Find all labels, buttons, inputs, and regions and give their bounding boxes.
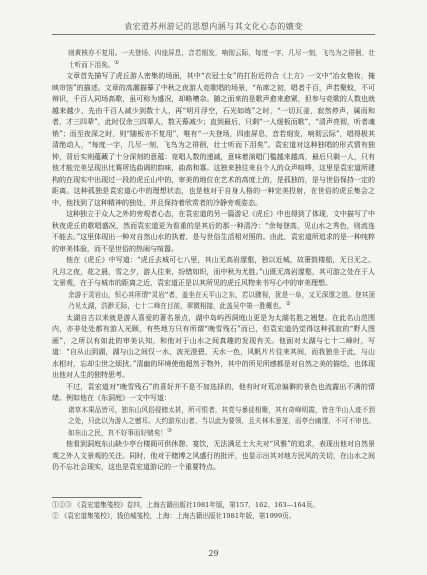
footnotes: [52, 500, 375, 522]
paragraph-1: 文章首先描写了虎丘游人密集的场面，其中“衣冠士女”的打扮近符合《上方》一文中“冶女艳妆，掩映帘箔”的描述。文章的高潮描摹了中秋之夜游人竞歌唱的场景，“布席之初，唱者千百，声若聚蚊，不可辩识，千百人同场高歌，虽可称为盛况，却略嘈杂。随之而来的是歌声愈来愈紧，但参与竞歌的人数也就越来越少，先由千百人减少到数十人，再“明月浮空，石光如练”之时，“一切瓦釜，寂然停声，属而和者，才三四辈”，此时仅余三四辈人，数天幕减少；直到最后，只剩“一人缓板而歌”，“清声亮彻，听者魂销”；而至夜深之时，则“随板亦不复用”，唯有“一夫登场，四座屏息，音若细发，响彻云际”，唱得极其清绝动人，“每度一字，几尽一刻，飞鸟为之徘徊，壮士听而下泪矣”。袁宏道对这种独唱的形式情有独钟，背后实则蕴藏了十分深刻的意蕴：竞唱人数的递减，意味着演唱门槛越来越高，最后只剩一人，只有他才能完美呈现出比赛所选曲调的韵味，曲高和寡。这独来独往来自个人的众声喧哗，这里是袁宏道所建构的在现实中出现过一段的虎丘山中的，审美的地位在艺术的高度上的，是孤独的，是与世俗保持一定的距离。这种孤独是袁宏道心中的理想状态，也是他对于自身人格的一种完美投射，在世俗的虎丘集会之中，他找到了这种精神的独处，并且保持着欣赏者的冷静旁观姿态。: [52, 72, 375, 207]
block-quote-1-text: 则黄核亦不复用。一夫登场，四座屏息，音若细发，响彻云际，每度一字，几尽一刻，飞鸟为之徘徊，壮士听而下泪矣。: [68, 49, 375, 69]
block-quote-1: [68, 48, 375, 71]
footnote-rule: [52, 497, 142, 498]
block-quote-3-text: 诸草木果品皆可，独东山风俗侵赌太甚，所可恨者，其党与暴徒相聚，其有奇峰明霞，皆在半山人迹不到之处，只此以为游人之憾耳。大约游东山者，当以此为要领，且夫林木葱茏，而亭台幽邃，不可不审也。如东山之民，真不好事而好赌矣！: [68, 405, 375, 437]
paragraph-3: 他在《虎丘》中写道：“虎丘去城可七八里，其山无高岩邃壑，独以近城，故箫鼓楼船，无日无之。凡月之夜，花之晨，雪之夕，游人往来，纷错如织，而中秋为尤胜。”山既无高岩邃壑，其可游之处在于人文景观，在于与城市的距离之近，袁宏道正是以其所见的虎丘风物来书写心中的审美理想。: [52, 256, 375, 287]
footnote-1: ①②③ 《袁宏道集笺校》卷四，上海古籍出版社1981年版，第157、162、163—164页。: [52, 501, 320, 509]
page-number: 29: [208, 549, 219, 558]
footnote-2: ② 《袁宏道集笺校》，钱伯城笺校，上海：上海古籍出版社1981年版，第1999页。: [52, 512, 296, 520]
header-rule: [52, 34, 375, 35]
footnote-ref-1[interactable]: ①: [114, 59, 120, 66]
block-quote-3: [68, 405, 375, 440]
paragraph-5: 不过，袁宏道对“晚雪残石”的喜好并不是不加选择的，他有时对荒凉偏僻的景色也流露出不满的情绪。例如他在《东洞庭》一文中写道：: [52, 382, 375, 402]
footnote-ref-2[interactable]: ②: [285, 300, 291, 307]
block-quote-2-text: 余游于灵岩山，恒心其所谓“灵岩”者，盖坐在天平山之东，若以骤视，犹是一阜，又无深邃之胜。登其顶乃见太湖，浩渺无际，七十二峰在目前，翠微相接，此盖吴中第一胜概也。: [68, 290, 375, 310]
paragraph-4: 太湖自古以来就是游人喜爱的著名景点，湖中岛屿西洞庭山更是为太湖名胜之翘楚。在此名山范围内，亦非处处都有游人光顾，有些地方只有所谓“晚雪残石”而已，但袁宏道仍觉得这种孤寂的“野人图画”，之所以有如此的审美认知，和他对于山水之间真趣的发现有关。他面对太湖与七十二峰时，写道：“自从山到湖，湖与山之间仅一水，波光澄碧，天水一色，风帆片片往来其间，而我独坐于此，与山水相对，忘却尘世之烦扰。”清幽的环境使他超然于物外，其中的所见所感都是对自然之美的描绘，也体现出他对人生的独特思考。: [52, 313, 375, 379]
paragraph-6: 他看到洞庭东山缺少亭台楼阁可供休憩、宴饮，无法满足士大夫对“风雅”的追求，表现出他对自然景观之外人文景观的关注。同时，他对于赌博之风盛行的批评，也显示出其对地方民风的关切，在山水之间仍不忘社会现实，这也是袁宏道游记的一个重要特点。: [52, 440, 375, 471]
paragraph-2: 这种独立于众人之外的旁观者心态，在袁宏道的另一篇游记《虎丘》中也得到了体现，文中描写了中秋夜虎丘的歌唱盛况，然而袁宏道更为看重的是其后的那一种清冷：“余每登高，见山水之秀色，则流连不能去。”这里体现出一种对自然山水的执着，是与世俗生活相对照的。由此，袁宏道所追求的是一种纯粹的审美体验，而不是世俗的热闹与喧嚣。: [52, 210, 375, 253]
footnote-ref-3[interactable]: ③: [166, 427, 172, 434]
running-header: 袁宏道苏州游记的思想内涵与其文化心态的嬗变: [124, 22, 303, 31]
block-quote-2: [68, 290, 375, 313]
body-text: [52, 48, 375, 474]
